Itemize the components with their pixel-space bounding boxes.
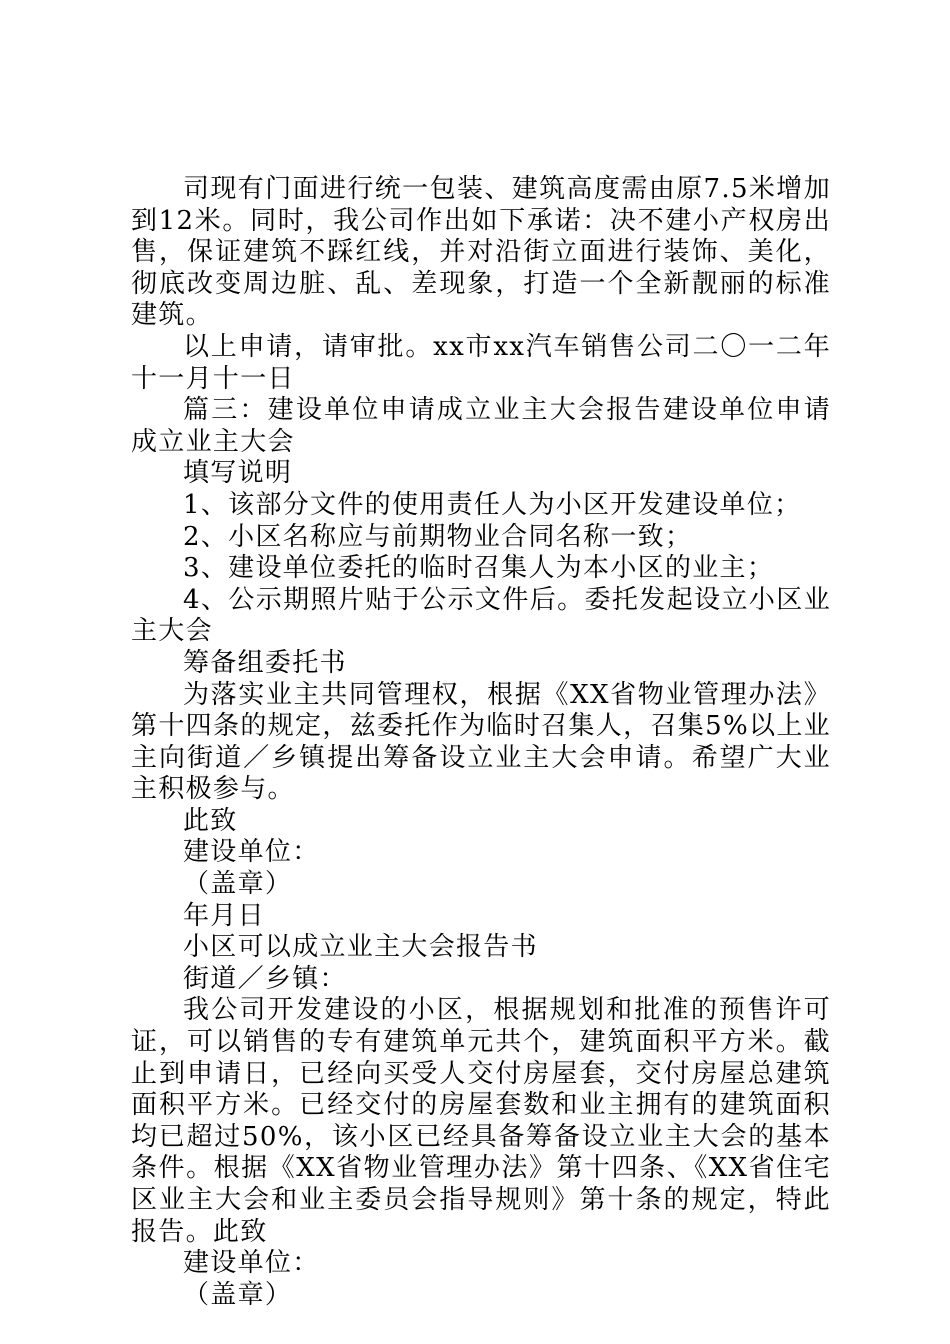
paragraph-instructions-heading: 填写说明 <box>183 458 293 489</box>
paragraph-building-commitment: 司现有门面进行统一包装、建筑高度需由原7.5米增加到12米。同时，我公司作出如下承诺：决不建小产权房出售，保证建筑不踩红线，并对沿街立面进行装饰、美化，彻底改变周边脏、乱、差现象，打造一个全新靓丽的标准建筑。 <box>131 174 831 331</box>
paragraph-section-three-title: 篇三：建设单位申请成立业主大会报告建设单位申请成立业主大会 <box>131 395 831 457</box>
paragraph-instruction-1: 1、该部分文件的使用责任人为小区开发建设单位； <box>183 489 802 520</box>
paragraph-report-recipient: 街道／乡镇： <box>183 963 347 994</box>
paragraph-seal: （盖章） <box>183 869 293 900</box>
paragraph-entrustment-title: 筹备组委托书 <box>183 647 347 678</box>
paragraph-builder-label: 建设单位： <box>183 837 320 868</box>
paragraph-request-signoff: 以上申请，请审批。xx市xx汽车销售公司二〇一二年十一月十一日 <box>131 331 831 394</box>
paragraph-instruction-4: 4、公示期照片贴于公示文件后。委托发起设立小区业主大会 <box>131 584 831 647</box>
document-body <box>131 174 831 1311</box>
paragraph-date-placeholder: 年月日 <box>183 900 265 931</box>
paragraph-seal-2: （盖章） <box>183 1279 293 1310</box>
paragraph-instruction-3: 3、建设单位委托的临时召集人为本小区的业主； <box>183 553 775 584</box>
paragraph-salutation: 此致 <box>183 805 238 836</box>
paragraph-entrustment-body: 为落实业主共同管理权，根据《XX省物业管理办法》第十四条的规定，兹委托作为临时召集人，召集5%以上业主向街道／乡镇提出筹备设立业主大会申请。希望广大业主积极参与。 <box>131 679 831 805</box>
paragraph-report-body: 我公司开发建设的小区，根据规划和批准的预售许可证，可以销售的专有建筑单元共个，建筑面积平方米。截止到申请日，已经向买受人交付房屋套，交付房屋总建筑面积平方米。已经交付的房屋套数和业主拥有的建筑面积均已超过50%，该小区已经具备筹备设立业主大会的基本条件。根据《XX省物业管理办法》第十四条、《XX省住宅区业主大会和业主委员会指导规则》第十条的规定，特此报告。此致 <box>131 995 831 1247</box>
paragraph-builder-label-2: 建设单位： <box>183 1248 320 1279</box>
paragraph-report-title: 小区可以成立业主大会报告书 <box>183 932 538 963</box>
paragraph-instruction-2: 2、小区名称应与前期物业合同名称一致； <box>183 521 693 552</box>
